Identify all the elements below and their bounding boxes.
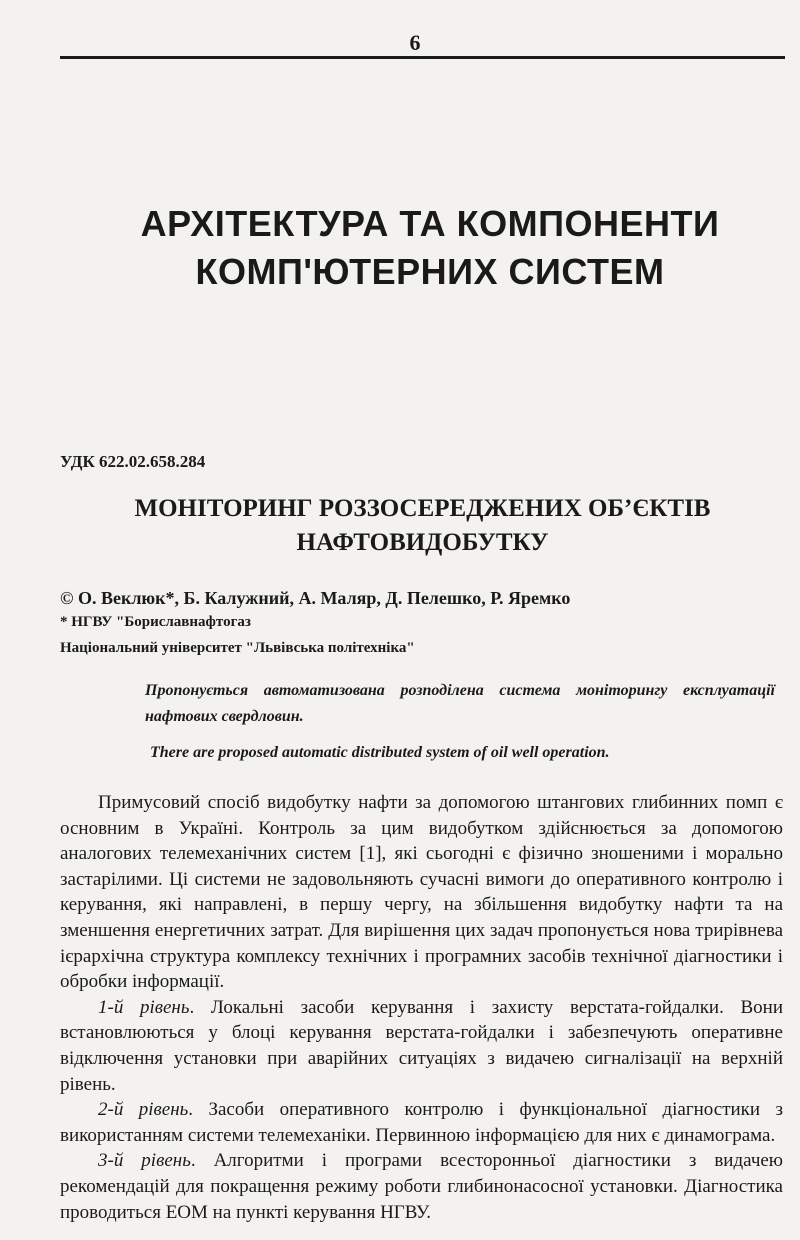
section-title [60, 200, 800, 296]
affiliation-1: * НГВУ "Бориславнафтогаз [60, 614, 251, 630]
abstract-ukrainian: Пропонується автоматизована розподілена система моніторингу експлуатації нафтових свердловин. [145, 682, 775, 725]
level-3-text: . Алгоритми і програми всесторонньої діагностики з видачею рекомендацій для покращення режиму роботи глибинонасосної установки. Діагностика проводиться ЕОМ на пункті керування НГВУ. [60, 1150, 783, 1223]
section-title-line1: АРХІТЕКТУРА ТА КОМПОНЕНТИ [140, 203, 720, 244]
paper-title [60, 492, 785, 560]
udk-code: УДК 622.02.658.284 [60, 452, 206, 471]
level-2-label: 2-й рівень [98, 1099, 189, 1121]
level-3-label: 3-й рівень [98, 1150, 191, 1172]
level-1-text: . Локальні засоби керування і захисту верстата-гойдалки. Вони встановлюються у блоці керування верстата-гойдалки і забезпечують оперативне відключення установки при аварійних ситуаціях з видачею сигналізації на верхній рівень. [60, 996, 783, 1095]
authors: © О. Веклюк*, Б. Калужний, А. Маляр, Д. Пелешко, Р. Яремко [60, 588, 571, 608]
paper-title-line1: МОНІТОРИНГ РОЗЗОСЕРЕДЖЕНИХ ОБ’ЄКТІВ [134, 495, 711, 522]
page-number: 6 [409, 30, 421, 55]
section-title-line2: КОМП'ЮТЕРНИХ СИСТЕМ [195, 251, 665, 292]
paragraph-1: Примусовий спосіб видобутку нафти за допомогою штангових глибинних помп є основним в Україні. Контроль за цим видобутком здійснюється за допомогою аналогових телемеханічних систем [1], які сьогодні є фізично зношеними і морально застарілими. Ці системи не задовольняють сучасні вимоги до оперативного контролю і керування, які направлені, в першу чергу, на збільшення видобутку нафти та на зменшення енергетичних затрат. Для вирішення цих задач пропонується нова трирівнева ієрархічна структура комплексу технічних і програмних засобів технічної діагностики і обробки інформації. [60, 792, 783, 993]
paper-title-line2: НАФТОВИДОБУТКУ [296, 529, 549, 556]
header-rule [60, 56, 785, 59]
abstract-english: There are proposed automatic distributed system of oil well operation. [150, 744, 610, 761]
level-1-label: 1-й рівень [98, 996, 190, 1018]
paragraph-3 [60, 1097, 783, 1148]
paragraph-4 [60, 1148, 783, 1225]
paragraph-2 [60, 995, 783, 1097]
affiliation-2: Національний університет "Львівська політехніка" [60, 640, 415, 656]
body-text [60, 790, 783, 1225]
level-2-text: . Засоби оперативного контролю і функціональної діагностики з використанням системи телемеханіки. Первинною інформацією для них є динамограма. [60, 1099, 783, 1146]
